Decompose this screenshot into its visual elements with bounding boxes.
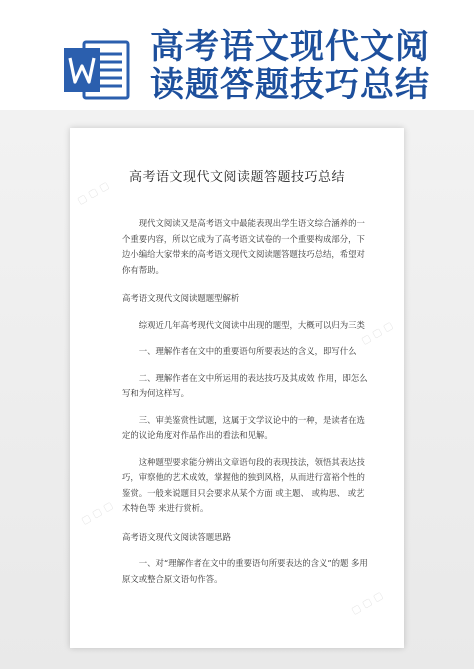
section-heading: 高考语文现代文阅读答题思路 (122, 531, 231, 542)
document-page (70, 128, 404, 648)
watermark: ▢ ▢ ▢ (75, 180, 112, 207)
section-heading: 高考语文现代文阅读题题型解析 (122, 293, 240, 303)
banner-title-line-1: 高考语文现代文阅 (150, 27, 430, 67)
banner-title-line-2: 读题答题技巧总结 (150, 65, 430, 105)
paragraph: 一、对“理解作者在文中的重要语句所要表达的含义”的题 多用原文或整合原文语句作答。 (122, 558, 368, 584)
header-banner (0, 0, 474, 110)
banner-title (150, 28, 470, 104)
paragraph: 三、审美鉴赏性试题，这属于文学议论中的一种，是读者在选定的议论角度对作品作出的看法和见解。 (122, 414, 365, 440)
paragraph: 一、理解作者在文中的重要语句所要表达的含义，即写什么 (138, 346, 357, 356)
watermark: ▢ ▢ ▢ (79, 500, 116, 527)
watermark: ▢ ▢ ▢ (349, 590, 386, 617)
paragraph: 这种题型要求能分辨出文章语句段的表现技法，领悟其表达技巧，审察他的艺术成效，掌握他的独到风格，从而进行富裕个性的鉴赏。一般来说题目只会要求从某个方面 或主题、 或构思、 或艺术特色等 来进行赏析。 (122, 456, 365, 513)
document-title: 高考语文现代文阅读题答题技巧总结 (128, 170, 345, 185)
paragraph: 现代文阅读又是高考语文中最能表现出学生语文综合涵养的一个重要内容，所以它成为了高考语文试卷的一个重要构成部分，下边小编给大家带来的高考语文现代文阅读题答题技巧总结，希望对你有帮助。 (122, 218, 365, 275)
paragraph: 综观近几年高考现代文阅读中出现的题型，大概可以归为三类 (138, 319, 365, 330)
paragraph: 二、理解作者在文中所运用的表达技巧及其成效 作用，即怎么写和为何这样写。 (122, 372, 368, 398)
watermark: ▢ ▢ ▢ (359, 320, 396, 347)
word-document-icon (62, 40, 130, 100)
document-body (122, 216, 372, 587)
